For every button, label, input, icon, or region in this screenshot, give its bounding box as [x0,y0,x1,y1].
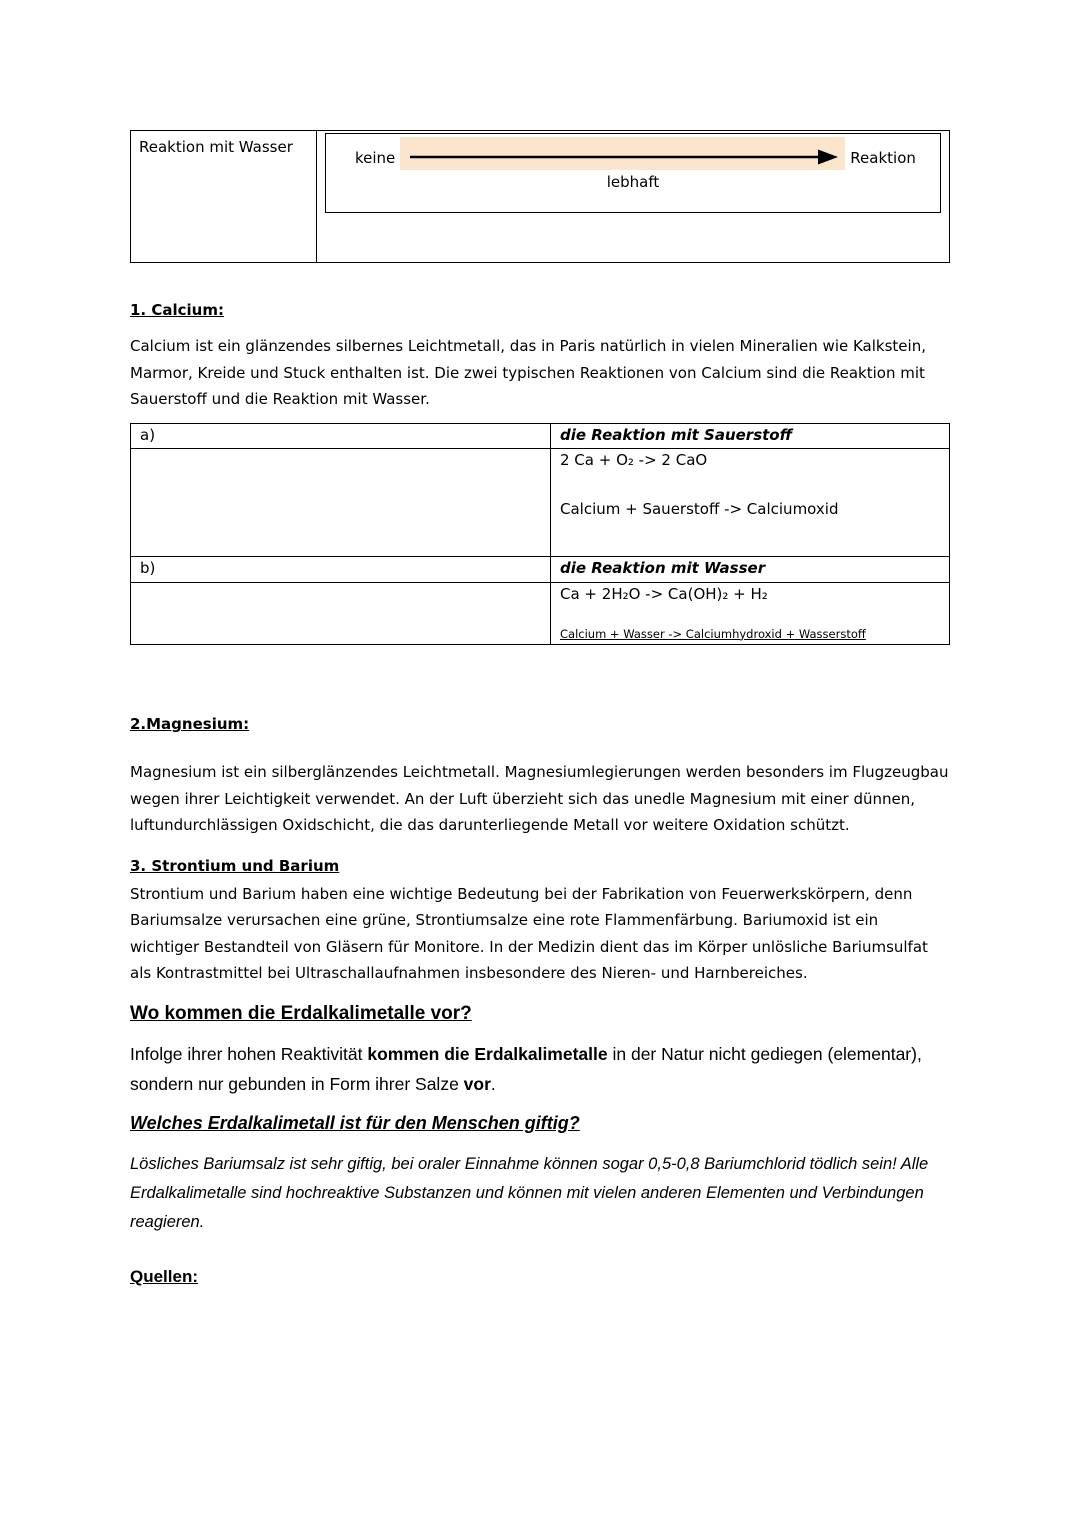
reactivity-scale-box [325,133,941,213]
occurrence-bold-1: kommen die Erdalkalimetalle [367,1043,608,1064]
table-row [131,423,950,449]
water-reactivity-row-header: Reaktion mit Wasser [131,131,317,262]
occurrence-text-2: in der Natur nicht gediegen (elementar), sondern nur gebunden in Form ihrer Salze [130,1043,922,1094]
oxygen-word-equation: Calcium + Sauerstoff -> Calciumoxid [560,500,839,518]
table-row [131,583,950,645]
water-word-equation: Calcium + Wasser -> Calciumhydroxid + Wasserstoff [560,626,866,641]
table-cell-empty [131,583,551,645]
strontium-barium-paragraph: Strontium und Barium haben eine wichtige Bedeutung bei der Fabrikation von Feuerwerkskörpern, denn Bariumsalze verursachen eine grüne, Strontiumsalze eine rote Flammenfärbung. Bariumoxid ist ein wichtiger Bestandteil von Gläsern für Monitore. In der Medizin dient das im Körper unlösliche Bariumsulfat als Kontrastmittel bei Ultraschallaufnahmen insbesondere des Nieren- und Harnbereiches. [130,884,928,983]
scale-label-reaktion: Reaktion [850,149,916,167]
toxicity-heading: Welches Erdalkalimetall ist für den Menschen giftig? [130,1112,580,1133]
strontium-barium-heading: 3. Strontium und Barium [130,856,340,875]
occurrence-text-1: Infolge ihrer hohen Reaktivität [130,1043,368,1064]
scale-label-lebhaft: lebhaft [606,173,660,191]
table-row [131,557,950,583]
reaction-oxygen-header: die Reaktion mit Sauerstoff [551,423,950,449]
magnesium-paragraph: Magnesium ist ein silberglänzendes Leichtmetall. Magnesiumlegierungen werden besonders im Flugzeugbau wegen ihrer Leichtigkeit verwendet. An der Luft überzieht sich das unedle Magnesium mit einer dünnen, luftundurchlässigen Oxidschicht, die das darunterliegende Metall vor weitere Oxidation schützt. [130,763,949,835]
calcium-reactions-table [130,423,950,646]
oxygen-equation: 2 Ca + O₂ -> 2 CaO [560,451,708,470]
reactivity-scale-row [336,137,930,170]
occurrence-bold-2: vor [463,1073,491,1094]
reaction-water-cell [551,583,950,645]
reaction-water-header: die Reaktion mit Wasser [551,557,950,583]
water-equation: Ca + 2H₂O -> Ca(OH)₂ + H₂ [560,585,768,603]
table-row [131,449,950,557]
calcium-heading: 1. Calcium: [130,301,224,319]
water-reactivity-cell [317,131,949,262]
row-b-label: b) [131,557,551,583]
occurrence-text-3: . [490,1073,496,1094]
occurrence-paragraph [130,1039,950,1099]
toxicity-paragraph: Lösliches Bariumsalz ist sehr giftig, bei oraler Einnahme können sogar 0,5-0,8 Bariumchlorid tödlich sein! Alle Erdalkalimetalle sind hochreaktive Substanzen und können mit vielen anderen Elementen und Verbindungen reagieren. [130,1154,929,1231]
right-arrow-icon [400,137,845,170]
reaction-intensity-strip [400,137,845,170]
row-a-label: a) [131,423,551,449]
sources-heading: Quellen: [130,1266,199,1286]
magnesium-heading: 2.Magnesium: [130,715,250,734]
occurrence-heading: Wo kommen die Erdalkalimetalle vor? [130,1002,472,1024]
table-cell-empty [131,449,551,557]
calcium-paragraph: Calcium ist ein glänzendes silbernes Leichtmetall, das in Paris natürlich in vielen Mineralien wie Kalkstein, Marmor, Kreide und Stuck enthalten ist. Die zwei typischen Reaktionen von Calcium sind die Reaktion mit Sauerstoff und die Reaktion mit Wasser. [130,337,926,408]
reaction-oxygen-cell [551,449,950,557]
scale-label-keine: keine [355,149,396,167]
water-reactivity-table [130,130,950,263]
